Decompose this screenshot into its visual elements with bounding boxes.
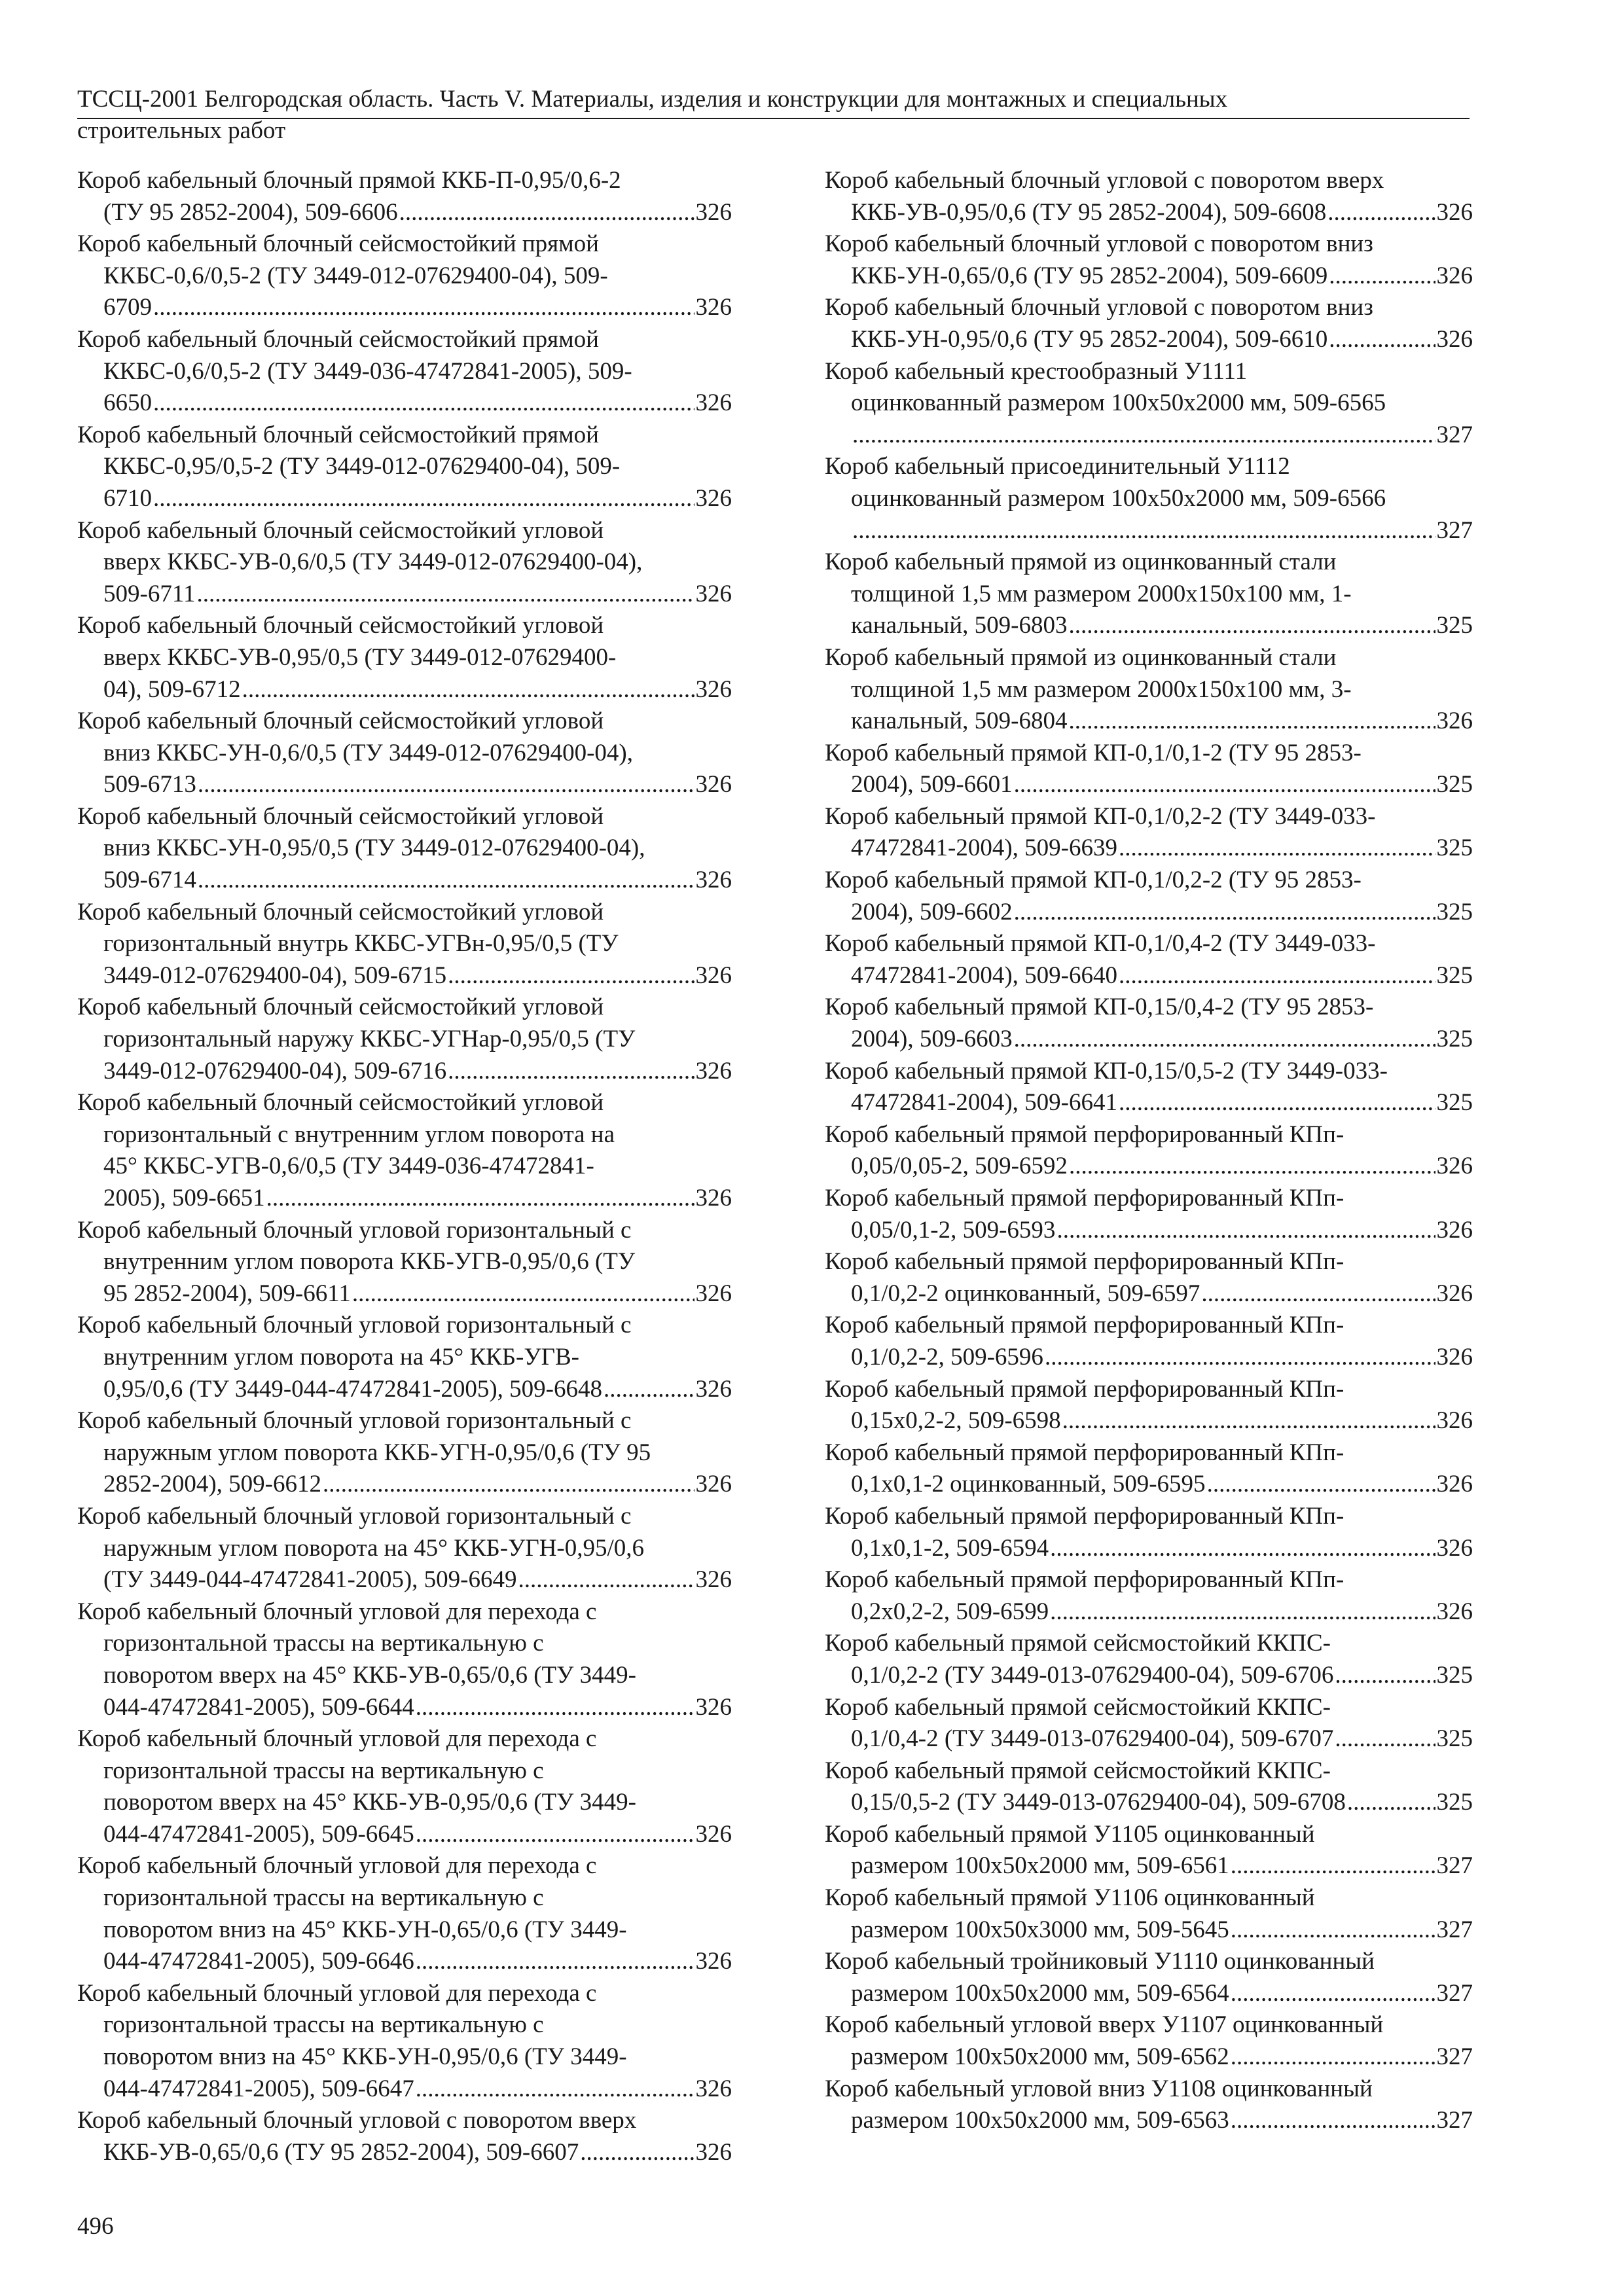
index-entry-page: 326 [695, 198, 732, 226]
index-entry-page: 326 [1436, 198, 1473, 226]
index-entry-text: 0,15х0,2-2, 509-6598 [851, 1407, 1061, 1435]
index-entry-text: размером 100х50х2000 мм, 509-6562 [851, 2043, 1229, 2071]
index-entry-page: 325 [1436, 898, 1473, 925]
index-entry-text: Короб кабельный угловой вверх У1107 оцинкованный [825, 2011, 1384, 2039]
index-entry-page: 326 [695, 771, 732, 798]
dot-leader [1056, 1215, 1435, 1247]
index-entry-text: вверх ККБС-УВ-0,95/0,5 (ТУ 3449-012-07629400- [103, 643, 617, 671]
index-entry-text: ККБС-0,6/0,5-2 (ТУ 3449-012-07629400-04), 509- [103, 262, 608, 289]
index-entry-page: 325 [1436, 834, 1473, 862]
index-entry-page: 326 [695, 961, 732, 989]
index-entry-page: 326 [1436, 1471, 1473, 1498]
index-entry-text: горизонтальный наружу ККБС-УГНар-0,95/0,5 (ТУ [103, 1026, 636, 1053]
index-entry-text: 47472841-2004), 509-6641 [851, 1089, 1117, 1117]
index-entry [77, 1215, 732, 1310]
index-entry [77, 801, 732, 897]
index-entry-text: Короб кабельный прямой перфорированный КПп- [825, 1312, 1344, 1339]
index-entry-text: 3449-012-07629400-04), 509-6715 [103, 961, 447, 989]
index-entry [825, 1056, 1473, 1119]
index-entry-text: горизонтальной трассы на вертикальную с [103, 1757, 544, 1784]
index-entry [77, 1850, 732, 1977]
index-entry [77, 1978, 732, 2105]
dot-leader [416, 2073, 695, 2106]
dot-leader [1069, 706, 1435, 738]
index-entry-page: 326 [695, 1566, 732, 1594]
index-entry [825, 1882, 1473, 1946]
index-entry-text: Короб кабельный блочный угловой с поворотом вверх [825, 167, 1384, 194]
index-entry-text: Короб кабельный прямой сейсмостойкий ККПС- [825, 1630, 1331, 1657]
dot-leader [1014, 769, 1435, 801]
index-entry-text: толщиной 1,5 мм размером 2000х150х100 мм, 3- [851, 675, 1352, 703]
header-rule [77, 118, 1470, 119]
index-entry-text: поворотом вниз на 45° ККБ-УН-0,65/0,6 (ТУ 3449- [103, 1916, 627, 1943]
index-entry-text: 0,95/0,6 (ТУ 3449-044-47472841-2005), 509-6648 [103, 1375, 603, 1403]
index-entry-text: вниз ККБС-УН-0,6/0,5 (ТУ 3449-012-07629400-04), [103, 739, 633, 766]
index-entry [77, 420, 732, 515]
index-entry-page: 327 [1436, 516, 1473, 544]
index-entry-text: Короб кабельный прямой сейсмостойкий ККПС- [825, 1693, 1331, 1721]
index-entry [825, 992, 1473, 1055]
dot-leader [1201, 1278, 1435, 1310]
index-entry-text: 2004), 509-6603 [851, 1026, 1013, 1053]
index-entry [825, 356, 1473, 452]
index-entry-text: Короб кабельный прямой перфорированный КПп- [825, 1502, 1344, 1530]
index-entry-text: оцинкованный размером 100х50х2000 мм, 509-6565 [851, 389, 1386, 417]
dot-leader [198, 769, 695, 801]
index-entry-text: вверх ККБС-УВ-0,6/0,5 (ТУ 3449-012-07629400-04), [103, 548, 643, 576]
index-entry-text: толщиной 1,5 мм размером 2000х150х100 мм, 1- [851, 580, 1352, 607]
dot-leader [1119, 833, 1435, 865]
index-entry [77, 1501, 732, 1596]
index-entry-text: поворотом вверх на 45° ККБ-УВ-0,95/0,6 (ТУ 3449- [103, 1789, 636, 1816]
index-entry [825, 1501, 1473, 1564]
index-entry-page: 326 [1436, 1598, 1473, 1625]
index-entry-text: 0,1/0,4-2 (ТУ 3449-013-07629400-04), 509-6707 [851, 1725, 1334, 1753]
running-header-line-1: ТССЦ-2001 Белгородская область. Часть V. Материалы, изделия и конструкции для монтажных и специальных [77, 86, 1228, 113]
index-entry-page: 326 [695, 675, 732, 703]
index-entry-text: Короб кабельный блочный угловой с поворотом вверх [77, 2107, 637, 2134]
dot-leader [852, 420, 1435, 452]
running-header-line-2: строительных работ [77, 117, 286, 144]
dot-leader [153, 292, 695, 324]
index-entry-text: 47472841-2004), 509-6640 [851, 961, 1117, 989]
index-entry-text: 0,05/0,05-2, 509-6592 [851, 1153, 1068, 1180]
index-entry-text: Короб кабельный прямой У1105 оцинкованный [825, 1820, 1315, 1848]
index-entry-page: 326 [695, 1948, 732, 1975]
index-entry-page: 326 [1436, 1216, 1473, 1244]
index-entry-text: горизонтальный с внутренним углом поворота на [103, 1121, 615, 1148]
index-entry [825, 865, 1473, 928]
index-entry-text: 04), 509-6712 [103, 675, 241, 703]
dot-leader [1014, 897, 1435, 929]
index-entry-page: 326 [1436, 1407, 1473, 1435]
index-entry-page: 325 [1436, 612, 1473, 639]
index-entry-page: 327 [1436, 2107, 1473, 2134]
index-entry-text: 2004), 509-6602 [851, 898, 1013, 925]
index-entry-text: оцинкованный размером 100х50х2000 мм, 509-6566 [851, 484, 1386, 512]
index-entry-text: Короб кабельный блочный сейсмостойкий прямой [77, 230, 599, 258]
index-entry [825, 1183, 1473, 1246]
index-entry-text: 0,1х0,1-2 оцинкованный, 509-6595 [851, 1471, 1206, 1498]
index-entry [77, 2105, 732, 2168]
index-entry-page: 325 [1436, 1661, 1473, 1689]
index-entry-text: 47472841-2004), 509-6639 [851, 834, 1117, 862]
index-entry-page: 326 [1436, 1343, 1473, 1371]
index-entry-text: 2004), 509-6601 [851, 771, 1013, 798]
index-entry-page: 326 [695, 294, 732, 321]
index-entry-text: Короб кабельный прямой перфорированный КПп- [825, 1185, 1344, 1211]
index-entry-page: 326 [695, 867, 732, 894]
index-entry [825, 547, 1473, 642]
index-entry-page: 327 [1436, 2043, 1473, 2071]
page-number: 496 [77, 2213, 114, 2240]
index-entry-text: 0,1/0,2-2 оцинкованный, 509-6597 [851, 1280, 1200, 1307]
index-entry-page: 326 [695, 1280, 732, 1307]
index-entry-page: 326 [1436, 708, 1473, 735]
index-entry [825, 228, 1473, 292]
dot-leader [416, 1692, 695, 1724]
index-entry-page: 325 [1436, 1026, 1473, 1053]
index-entry-text: Короб кабельный блочный угловой горизонтальный с [77, 1502, 632, 1530]
dot-leader [448, 1056, 694, 1088]
index-entry [825, 1819, 1473, 1882]
index-entry-text: (ТУ 3449-044-47472841-2005), 509-6649 [103, 1566, 517, 1594]
index-entry [825, 451, 1473, 547]
index-entry [825, 1119, 1473, 1183]
dot-leader [1327, 197, 1435, 229]
index-entry-page: 326 [695, 1820, 732, 1848]
index-entry-page: 325 [1436, 961, 1473, 989]
index-entry [77, 324, 732, 420]
index-entry-page: 326 [695, 1375, 732, 1403]
dot-leader [1231, 1850, 1435, 1882]
index-entry-text: 044-47472841-2005), 509-6646 [103, 1948, 414, 1975]
dot-leader [1069, 610, 1435, 642]
dot-leader [1231, 2041, 1435, 2073]
index-entry-page: 327 [1436, 1979, 1473, 2007]
index-entry-page: 325 [1436, 1789, 1473, 1816]
index-entry-text: 0,1/0,2-2, 509-6596 [851, 1343, 1043, 1371]
index-entry-text: ККБС-0,95/0,5-2 (ТУ 3449-012-07629400-04), 509- [103, 453, 621, 480]
index-entry-text: Короб кабельный прямой из оцинкованный стали [825, 643, 1337, 671]
dot-leader [1329, 260, 1435, 293]
index-entry [825, 1628, 1473, 1691]
index-entry-text: Короб кабельный блочный сейсмостойкий угловой [77, 802, 604, 830]
dot-leader [416, 1946, 695, 1978]
index-entry-text: Короб кабельный крестообразный У1111 [825, 357, 1248, 385]
index-entry-text: 6650 [103, 389, 152, 417]
index-entry-text: 0,1/0,2-2 (ТУ 3449-013-07629400-04), 509-6706 [851, 1661, 1334, 1689]
index-entry-text: горизонтальной трассы на вертикальную с [103, 1630, 544, 1657]
index-column-right [825, 165, 1473, 2137]
index-entry-text: Короб кабельный блочный сейсмостойкий угловой [77, 898, 604, 925]
index-entry-text: Короб кабельный прямой перфорированный КПп- [825, 1375, 1344, 1403]
index-entry-page: 327 [1436, 421, 1473, 448]
dot-leader [1045, 1342, 1435, 1374]
index-entry-page: 326 [695, 1471, 732, 1498]
index-entry-text: Короб кабельный прямой КП-0,15/0,5-2 (ТУ 3449-033- [825, 1057, 1388, 1085]
index-entry-text: вниз ККБС-УН-0,95/0,5 (ТУ 3449-012-07629400-04), [103, 834, 645, 862]
index-entry-page: 326 [695, 580, 732, 607]
dot-leader [198, 865, 695, 897]
index-entry [77, 897, 732, 992]
index-entry-page: 327 [1436, 1916, 1473, 1943]
index-entry-text: канальный, 509-6803 [851, 612, 1068, 639]
index-entry-page: 326 [1436, 325, 1473, 353]
index-entry-text: Короб кабельный прямой из оцинкованный стали [825, 548, 1337, 576]
dot-leader [323, 1469, 695, 1501]
index-entry-text: Короб кабельный блочный сейсмостойкий угловой [77, 612, 604, 639]
dot-leader [1335, 1723, 1435, 1755]
index-entry [825, 2009, 1473, 2073]
index-entry-text: 0,15/0,5-2 (ТУ 3449-013-07629400-04), 509-6708 [851, 1789, 1346, 1816]
index-entry-text: горизонтальный внутрь ККБС-УГВн-0,95/0,5 (ТУ [103, 930, 619, 958]
index-entry-text: Короб кабельный прямой перфорированный КПп- [825, 1566, 1344, 1594]
index-entry-page: 326 [1436, 1280, 1473, 1307]
index-entry-text: 509-6711 [103, 580, 196, 607]
index-entry [825, 1692, 1473, 1755]
index-entry-text: внутренним углом поворота на 45° ККБ-УГВ- [103, 1343, 579, 1371]
index-entry-text: размером 100х50х2000 мм, 509-6564 [851, 1979, 1229, 2007]
index-entry-text: Короб кабельный блочный угловой для перехода с [77, 1979, 597, 2007]
index-entry-page: 326 [695, 389, 732, 417]
index-entry-text: (ТУ 95 2852-2004), 509-6606 [103, 198, 398, 226]
index-entry [825, 1310, 1473, 1373]
index-entry [825, 2073, 1473, 2137]
dot-leader [852, 515, 1435, 547]
index-entry-text: Короб кабельный блочный угловой для перехода с [77, 1598, 597, 1625]
index-entry-page: 325 [1436, 1089, 1473, 1117]
index-entry-text: Короб кабельный тройниковый У1110 оцинкованный [825, 1948, 1375, 1975]
dot-leader [518, 1564, 694, 1596]
running-header [77, 84, 1470, 147]
index-entry [825, 928, 1473, 992]
index-entry-text: Короб кабельный прямой У1106 оцинкованный [825, 1884, 1315, 1912]
index-entry-text: Короб кабельный прямой КП-0,15/0,4-2 (ТУ 95 2853- [825, 994, 1374, 1021]
index-entry-page: 326 [695, 1185, 732, 1211]
index-entry-text: наружным углом поворота ККБ-УГН-0,95/0,6 (ТУ 95 [103, 1439, 651, 1466]
index-entry-text: 0,05/0,1-2, 509-6593 [851, 1216, 1056, 1244]
index-entry-text: Короб кабельный прямой сейсмостойкий ККПС- [825, 1757, 1331, 1784]
index-entry-text: 509-6713 [103, 771, 196, 798]
index-entry [77, 515, 732, 611]
index-entry-text: Короб кабельный блочный прямой ККБ-П-0,95/0,6-2 [77, 167, 621, 194]
index-entry [77, 1405, 732, 1501]
index-entry-text: канальный, 509-6804 [851, 708, 1068, 735]
index-entry-page: 326 [695, 484, 732, 512]
index-entry-page: 326 [1436, 1534, 1473, 1562]
index-entry-text: 044-47472841-2005), 509-6645 [103, 1820, 414, 1848]
index-entry [825, 1246, 1473, 1310]
index-entry [77, 1310, 732, 1405]
index-entry-text: 2005), 509-6651 [103, 1185, 265, 1211]
dot-leader [153, 387, 695, 420]
index-entry-page: 327 [1436, 1852, 1473, 1880]
index-entry-text: размером 100х50х3000 мм, 509-5645 [851, 1916, 1229, 1943]
dot-leader [1347, 1787, 1435, 1819]
dot-leader [1062, 1405, 1435, 1437]
dot-leader [1050, 1533, 1435, 1565]
index-entry [77, 1723, 732, 1850]
index-entry-text: Короб кабельный прямой перфорированный КПп- [825, 1121, 1344, 1148]
index-entry-page: 326 [1436, 1153, 1473, 1180]
index-entry [77, 165, 732, 228]
index-entry-text: Короб кабельный блочный угловой горизонтальный с [77, 1407, 632, 1435]
dot-leader [1119, 960, 1435, 992]
index-entry-text: ККБ-УН-0,65/0,6 (ТУ 95 2852-2004), 509-6609 [851, 262, 1328, 289]
index-entry [825, 738, 1473, 801]
dot-leader [604, 1374, 694, 1406]
index-entry-text: размером 100х50х2000 мм, 509-6561 [851, 1852, 1229, 1880]
index-entry-text: размером 100х50х2000 мм, 509-6563 [851, 2107, 1229, 2134]
index-entry-text: Короб кабельный прямой КП-0,1/0,4-2 (ТУ 3449-033- [825, 930, 1376, 958]
index-entry-text: поворотом вниз на 45° ККБ-УН-0,95/0,6 (ТУ 3449- [103, 2043, 627, 2071]
index-entry [825, 1437, 1473, 1501]
index-entry [77, 992, 732, 1087]
index-entry-text: 044-47472841-2005), 509-6647 [103, 2075, 414, 2102]
index-entry-text: горизонтальной трассы на вертикальную с [103, 2011, 544, 2039]
index-entry-text: горизонтальной трассы на вертикальную с [103, 1884, 544, 1912]
index-entry-page: 326 [695, 2138, 732, 2166]
index-entry-text: Короб кабельный блочный сейсмостойкий угловой [77, 994, 604, 1021]
index-entry-text: Короб кабельный угловой вниз У1108 оцинкованный [825, 2075, 1373, 2102]
index-entry-text: Короб кабельный блочный угловой горизонтальный с [77, 1312, 632, 1339]
index-entry-text: Короб кабельный блочный угловой с поворотом вниз [825, 294, 1373, 321]
dot-leader [153, 483, 695, 515]
index-entry-text: ККБ-УВ-0,95/0,6 (ТУ 95 2852-2004), 509-6608 [851, 198, 1327, 226]
index-entry [825, 801, 1473, 865]
index-entry-text: ККБС-0,6/0,5-2 (ТУ 3449-036-47472841-2005), 509- [103, 357, 632, 385]
index-entry [825, 1755, 1473, 1819]
index-entry-text: 3449-012-07629400-04), 509-6716 [103, 1057, 447, 1085]
index-entry-text: ККБ-УН-0,95/0,6 (ТУ 95 2852-2004), 509-6610 [851, 325, 1328, 353]
dot-leader [1231, 1914, 1435, 1946]
index-entry-text: 95 2852-2004), 509-6611 [103, 1280, 351, 1307]
index-entry-text: поворотом вверх на 45° ККБ-УВ-0,65/0,6 (ТУ 3449- [103, 1661, 636, 1689]
dot-leader [1335, 1660, 1435, 1692]
dot-leader [352, 1278, 695, 1310]
index-entry [825, 1564, 1473, 1628]
index-entry-text: Короб кабельный прямой перфорированный КПп- [825, 1248, 1344, 1276]
dot-leader [416, 1819, 695, 1851]
dot-leader [1231, 2105, 1435, 2137]
index-entry-text: ККБ-УВ-0,65/0,6 (ТУ 95 2852-2004), 509-6607 [103, 2138, 579, 2166]
index-entry-text: Короб кабельный прямой КП-0,1/0,2-2 (ТУ 95 2853- [825, 867, 1362, 894]
index-entry-text: внутренним углом поворота ККБ-УГВ-0,95/0,6 (ТУ [103, 1248, 636, 1276]
dot-leader [1069, 1151, 1435, 1183]
dot-leader [1231, 1978, 1435, 2010]
index-entry [77, 610, 732, 706]
index-entry-text: наружным углом поворота на 45° ККБ-УГН-0,95/0,6 [103, 1534, 645, 1562]
index-entry-page: 326 [695, 2075, 732, 2102]
index-entry-text: Короб кабельный прямой КП-0,1/0,2-2 (ТУ 3449-033- [825, 802, 1376, 830]
index-entry-page: 326 [1436, 262, 1473, 289]
index-entry-page: 325 [1436, 1725, 1473, 1753]
index-entry [825, 292, 1473, 355]
dot-leader [1050, 1596, 1435, 1628]
index-entry-text: 044-47472841-2005), 509-6644 [103, 1693, 414, 1721]
index-entry-page: 326 [695, 1693, 732, 1721]
index-entry [825, 642, 1473, 738]
dot-leader [448, 960, 694, 992]
index-entry-text: Короб кабельный блочный угловой для перехода с [77, 1852, 597, 1880]
dot-leader [1119, 1087, 1435, 1119]
index-entry-page: 325 [1436, 771, 1473, 798]
index-entry-text: 45° ККБС-УГВ-0,6/0,5 (ТУ 3449-036-47472841- [103, 1153, 594, 1180]
index-entry-text: 6710 [103, 484, 152, 512]
index-entry [825, 1374, 1473, 1437]
index-entry-page: 326 [695, 1057, 732, 1085]
index-column-left [77, 165, 732, 2168]
index-entry-text: Короб кабельный присоединительный У1112 [825, 453, 1290, 480]
index-entry-text: Короб кабельный блочный угловой горизонтальный с [77, 1216, 632, 1244]
index-entry-text: 0,1х0,1-2, 509-6594 [851, 1534, 1049, 1562]
index-entry [825, 165, 1473, 228]
index-entry-text: Короб кабельный блочный сейсмостойкий угловой [77, 516, 604, 544]
dot-leader [1207, 1469, 1435, 1501]
index-entry-text: 6709 [103, 294, 152, 321]
index-entry [77, 1087, 732, 1214]
dot-leader [196, 579, 694, 611]
dot-leader [266, 1183, 695, 1215]
dot-leader [242, 674, 695, 706]
index-entry [77, 706, 732, 801]
index-entry-text: Короб кабельный блочный сейсмостойкий угловой [77, 1089, 604, 1117]
index-entry-text: 509-6714 [103, 867, 196, 894]
dot-leader [1014, 1024, 1435, 1056]
index-entry-text: Короб кабельный блочный угловой с поворотом вниз [825, 230, 1373, 258]
dot-leader [1329, 324, 1435, 356]
index-entry-text: Короб кабельный блочный сейсмостойкий угловой [77, 708, 604, 735]
index-entry-text: 0,2х0,2-2, 509-6599 [851, 1598, 1049, 1625]
index-entry [825, 1946, 1473, 2009]
dot-leader [580, 2137, 694, 2169]
index-entry-text: Короб кабельный прямой перфорированный КПп- [825, 1439, 1344, 1466]
index-entry-text: Короб кабельный блочный сейсмостойкий прямой [77, 421, 599, 448]
index-entry-text: 2852-2004), 509-6612 [103, 1471, 321, 1498]
index-entry-text: Короб кабельный блочный сейсмостойкий прямой [77, 325, 599, 353]
dot-leader [399, 197, 695, 229]
index-entry [77, 1596, 732, 1723]
index-entry [77, 228, 732, 324]
index-entry-text: Короб кабельный блочный угловой для перехода с [77, 1725, 597, 1753]
index-entry-text: Короб кабельный прямой КП-0,1/0,1-2 (ТУ 95 2853- [825, 739, 1362, 766]
